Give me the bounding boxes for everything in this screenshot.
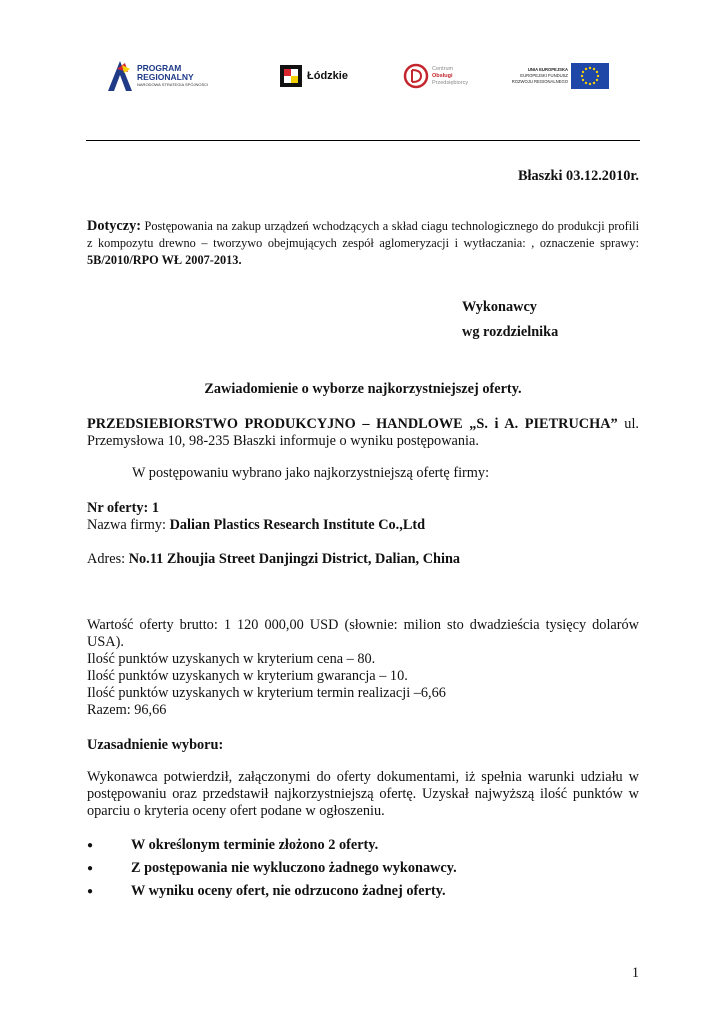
- points-price: Ilość punktów uzyskanych w kryterium cena – 80.: [87, 651, 376, 667]
- logo-eu-line1: UNIA EUROPEJSKA: [527, 67, 568, 72]
- logo-centrum-line2: Obsługi: [432, 72, 453, 79]
- logo-program-line1: PROGRAM: [137, 63, 182, 73]
- recipient-line-2: wg rozdzielnika: [462, 324, 559, 340]
- logo-unia-europejska: [508, 52, 612, 100]
- subject-text: Postępowania na zakup urządzeń wchodzących a skład ciagu technologicznego do produkcji profili z kompozytu drewno – tworzywo obejmujących zespół aglomeryzacji i wytłaczania: , oznaczenie sprawy:: [87, 219, 639, 250]
- points-warranty: Ilość punktów uzyskanych w kryterium gwarancja – 10.: [87, 668, 408, 684]
- logo-program-regionalny: [108, 52, 228, 100]
- company-name: Dalian Plastics Research Institute Co.,Ltd: [169, 517, 426, 533]
- logo-lodzkie: [280, 52, 360, 100]
- logo-program-line3: NARODOWA STRATEGIA SPÓJNOŚCI: [137, 82, 209, 87]
- company-name-line: [87, 517, 639, 534]
- address-label: Adres:: [87, 551, 129, 567]
- offer-number: Nr oferty: 1: [87, 500, 159, 516]
- bullet-text: W wyniku oceny ofert, nie odrzucono żadnej oferty.: [131, 883, 446, 899]
- page-number: 1: [631, 965, 639, 981]
- bullet-icon: ●: [87, 863, 94, 874]
- logo-eu-line2: EUROPEJSKI FUNDUSZ: [520, 73, 568, 78]
- logo-eu-line3: ROZWOJU REGIONALNEGO: [511, 79, 568, 84]
- recipient-line-1: Wykonawcy: [462, 299, 537, 315]
- logo-centrum-line1: Centrum: [432, 65, 454, 72]
- bullet-text: W określonym terminie złożono 2 oferty.: [131, 837, 379, 853]
- intro-company: PRZEDSIEBIORSTWO PRODUKCYJNO – HANDLOWE „S. i A. PIETRUCHA”: [87, 416, 618, 432]
- subject-reference: 5B/2010/RPO WŁ 2007-2013.: [87, 253, 242, 267]
- logo-program-line2: REGIONALNY: [137, 72, 194, 82]
- justification-heading: Uzasadnienie wyboru:: [87, 737, 224, 753]
- eu-flag-icon: [571, 63, 609, 89]
- bullet-text: Z postępowania nie wykluczono żadnego wykonawcy.: [131, 860, 457, 876]
- justification-text: Wykonawca potwierdził, załączonymi do oferty dokumentami, iż spełnia warunki udziału w postępowaniu oraz przedstawił najkorzystniejszą ofertę. Uzyskał najwyższą ilość punktów w oparciu o kryteria oceny ofert podane w ogłoszeniu.: [87, 769, 639, 819]
- logo-centrum-line3: Przedsiębiorcy: [432, 79, 469, 86]
- header-logos: [0, 52, 725, 100]
- address-line: [87, 551, 639, 568]
- lodzkie-emblem-icon: [280, 65, 302, 87]
- offer-value: Wartość oferty brutto: 1 120 000,00 USD (słownie: milion sto dwadzieścia tysięcy dolarów USA).: [87, 617, 639, 650]
- logo-lodzkie-text: Łódzkie: [307, 70, 348, 82]
- logo-centrum-obslugi: [403, 52, 483, 100]
- subject-label: Dotyczy:: [87, 218, 141, 234]
- centrum-emblem-icon: [403, 63, 429, 89]
- company-label: Nazwa firmy:: [87, 517, 170, 533]
- selected-offer-text: W postępowaniu wybrano jako najkorzystniejszą ofertę firmy:: [132, 465, 490, 481]
- program-regionalny-emblem-icon: [108, 61, 132, 91]
- intro-rest: ul. Przemysłowa 10, 98-235 Błaszki informuje o wyniku postępowania.: [87, 416, 639, 449]
- bullet-icon: ●: [87, 840, 94, 851]
- header-divider: [86, 140, 640, 141]
- letter-date: Błaszki 03.12.2010r.: [517, 168, 639, 184]
- document-title: Zawiadomienie o wyborze najkorzystniejszej oferty.: [204, 381, 522, 397]
- subject-paragraph: [87, 218, 639, 269]
- points-total: Razem: 96,66: [87, 702, 167, 718]
- address-value: No.11 Zhoujia Street Danjingzi District, Dalian, China: [128, 551, 461, 567]
- points-deadline: Ilość punktów uzyskanych w kryterium termin realizacji –6,66: [87, 685, 446, 701]
- intro-paragraph: [87, 416, 639, 450]
- bullet-icon: ●: [87, 886, 94, 897]
